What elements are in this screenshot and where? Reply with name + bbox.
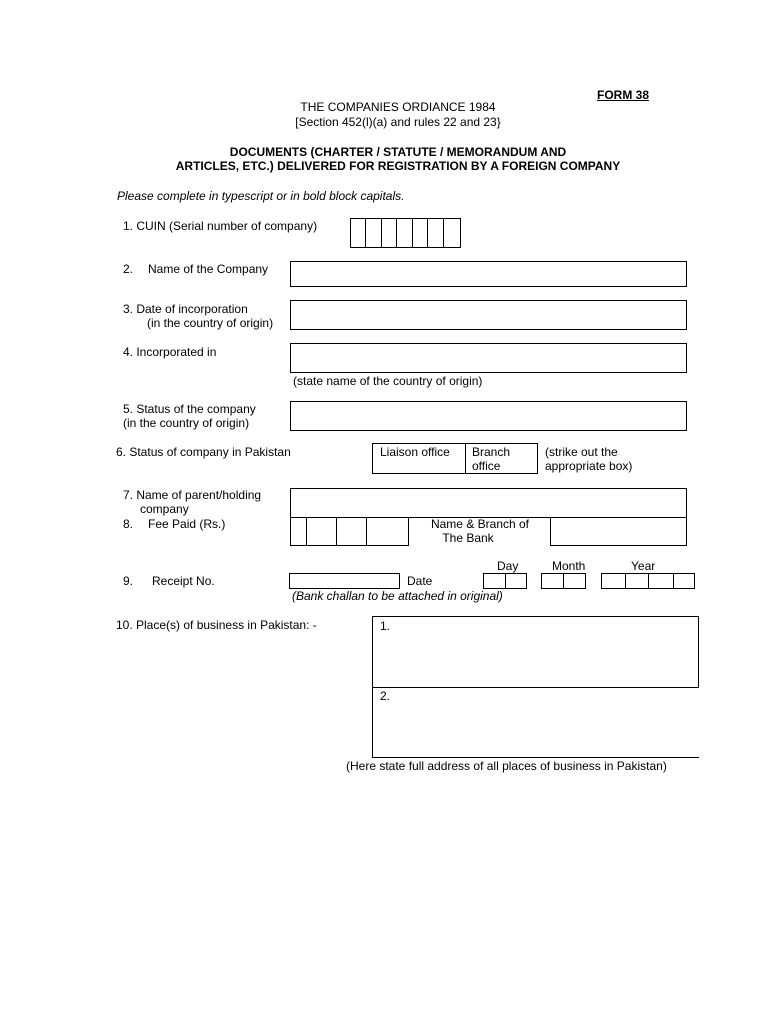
incorporation-date-sublabel: (in the country of origin) bbox=[147, 316, 274, 330]
bank-name-sublabel: The Bank bbox=[442, 531, 494, 545]
form-number: FORM 38 bbox=[597, 88, 650, 102]
liaison-office-option[interactable]: Liaison office bbox=[380, 445, 450, 459]
date-day-label: Day bbox=[497, 559, 519, 573]
form-title-line-1: DOCUMENTS (CHARTER / STATUTE / MEMORANDUM AND bbox=[229, 145, 567, 159]
instruction-text: Please complete in typescript or in bold block capitals. bbox=[117, 189, 405, 203]
section-reference: [Section 452(l)(a) and rules 22 and 23} bbox=[295, 115, 501, 129]
bank-name-input[interactable] bbox=[550, 517, 687, 546]
company-status-input[interactable] bbox=[290, 401, 687, 431]
incorporation-date-input[interactable] bbox=[290, 300, 687, 330]
branch-office-option-line-2[interactable]: office bbox=[472, 459, 501, 473]
pakistan-status-label: 6. Status of company in Pakistan bbox=[116, 445, 291, 459]
fee-paid-label: Fee Paid (Rs.) bbox=[148, 517, 226, 531]
receipt-label: Receipt No. bbox=[152, 574, 215, 588]
company-name-input[interactable] bbox=[290, 261, 687, 287]
receipt-input[interactable] bbox=[289, 573, 400, 589]
date-year-input[interactable] bbox=[601, 573, 695, 589]
place-1-number: 1. bbox=[380, 619, 391, 633]
parent-company-label: 7. Name of parent/holding bbox=[123, 488, 262, 502]
form-title-line-2: ARTICLES, ETC.) DELIVERED FOR REGISTRATION BY A FOREIGN COMPANY bbox=[175, 159, 621, 173]
company-name-label: Name of the Company bbox=[148, 262, 269, 276]
places-note: (Here state full address of all places of business in Pakistan) bbox=[346, 759, 667, 773]
cuin-label: 1. CUIN (Serial number of company) bbox=[123, 219, 318, 233]
place-2-number: 2. bbox=[380, 689, 391, 703]
incorporated-in-input[interactable] bbox=[290, 343, 687, 373]
date-day-input[interactable] bbox=[483, 573, 527, 589]
date-label: Date bbox=[407, 574, 433, 588]
fee-paid-input[interactable] bbox=[290, 517, 409, 546]
company-name-number: 2. bbox=[123, 262, 134, 276]
place-of-business-2-input[interactable] bbox=[372, 687, 699, 758]
incorporated-in-label: 4. Incorporated in bbox=[123, 345, 217, 359]
act-title: THE COMPANIES ORDIANCE 1984 bbox=[300, 100, 496, 114]
date-year-label: Year bbox=[631, 559, 656, 573]
company-status-label: 5. Status of the company bbox=[123, 402, 256, 416]
date-month-input[interactable] bbox=[541, 573, 586, 589]
incorporated-in-note: (state name of the country of origin) bbox=[293, 374, 483, 388]
place-of-business-1-input[interactable] bbox=[372, 616, 699, 688]
strike-out-note: (strike out the bbox=[545, 445, 618, 459]
parent-company-input[interactable] bbox=[290, 488, 687, 518]
receipt-number: 9. bbox=[123, 574, 134, 588]
parent-company-sublabel: company bbox=[140, 502, 189, 516]
strike-out-note-line-2: appropriate box) bbox=[545, 459, 633, 473]
fee-paid-number: 8. bbox=[123, 517, 134, 531]
challan-note: (Bank challan to be attached in original) bbox=[292, 589, 503, 603]
bank-name-label: Name & Branch of bbox=[430, 517, 530, 531]
cuin-input[interactable] bbox=[350, 218, 461, 248]
date-month-label: Month bbox=[552, 559, 586, 573]
branch-office-option[interactable]: Branch bbox=[472, 445, 511, 459]
incorporation-date-label: 3. Date of incorporation bbox=[123, 302, 248, 316]
places-of-business-label: 10. Place(s) of business in Pakistan: - bbox=[116, 618, 317, 632]
company-status-sublabel: (in the country of origin) bbox=[123, 416, 250, 430]
